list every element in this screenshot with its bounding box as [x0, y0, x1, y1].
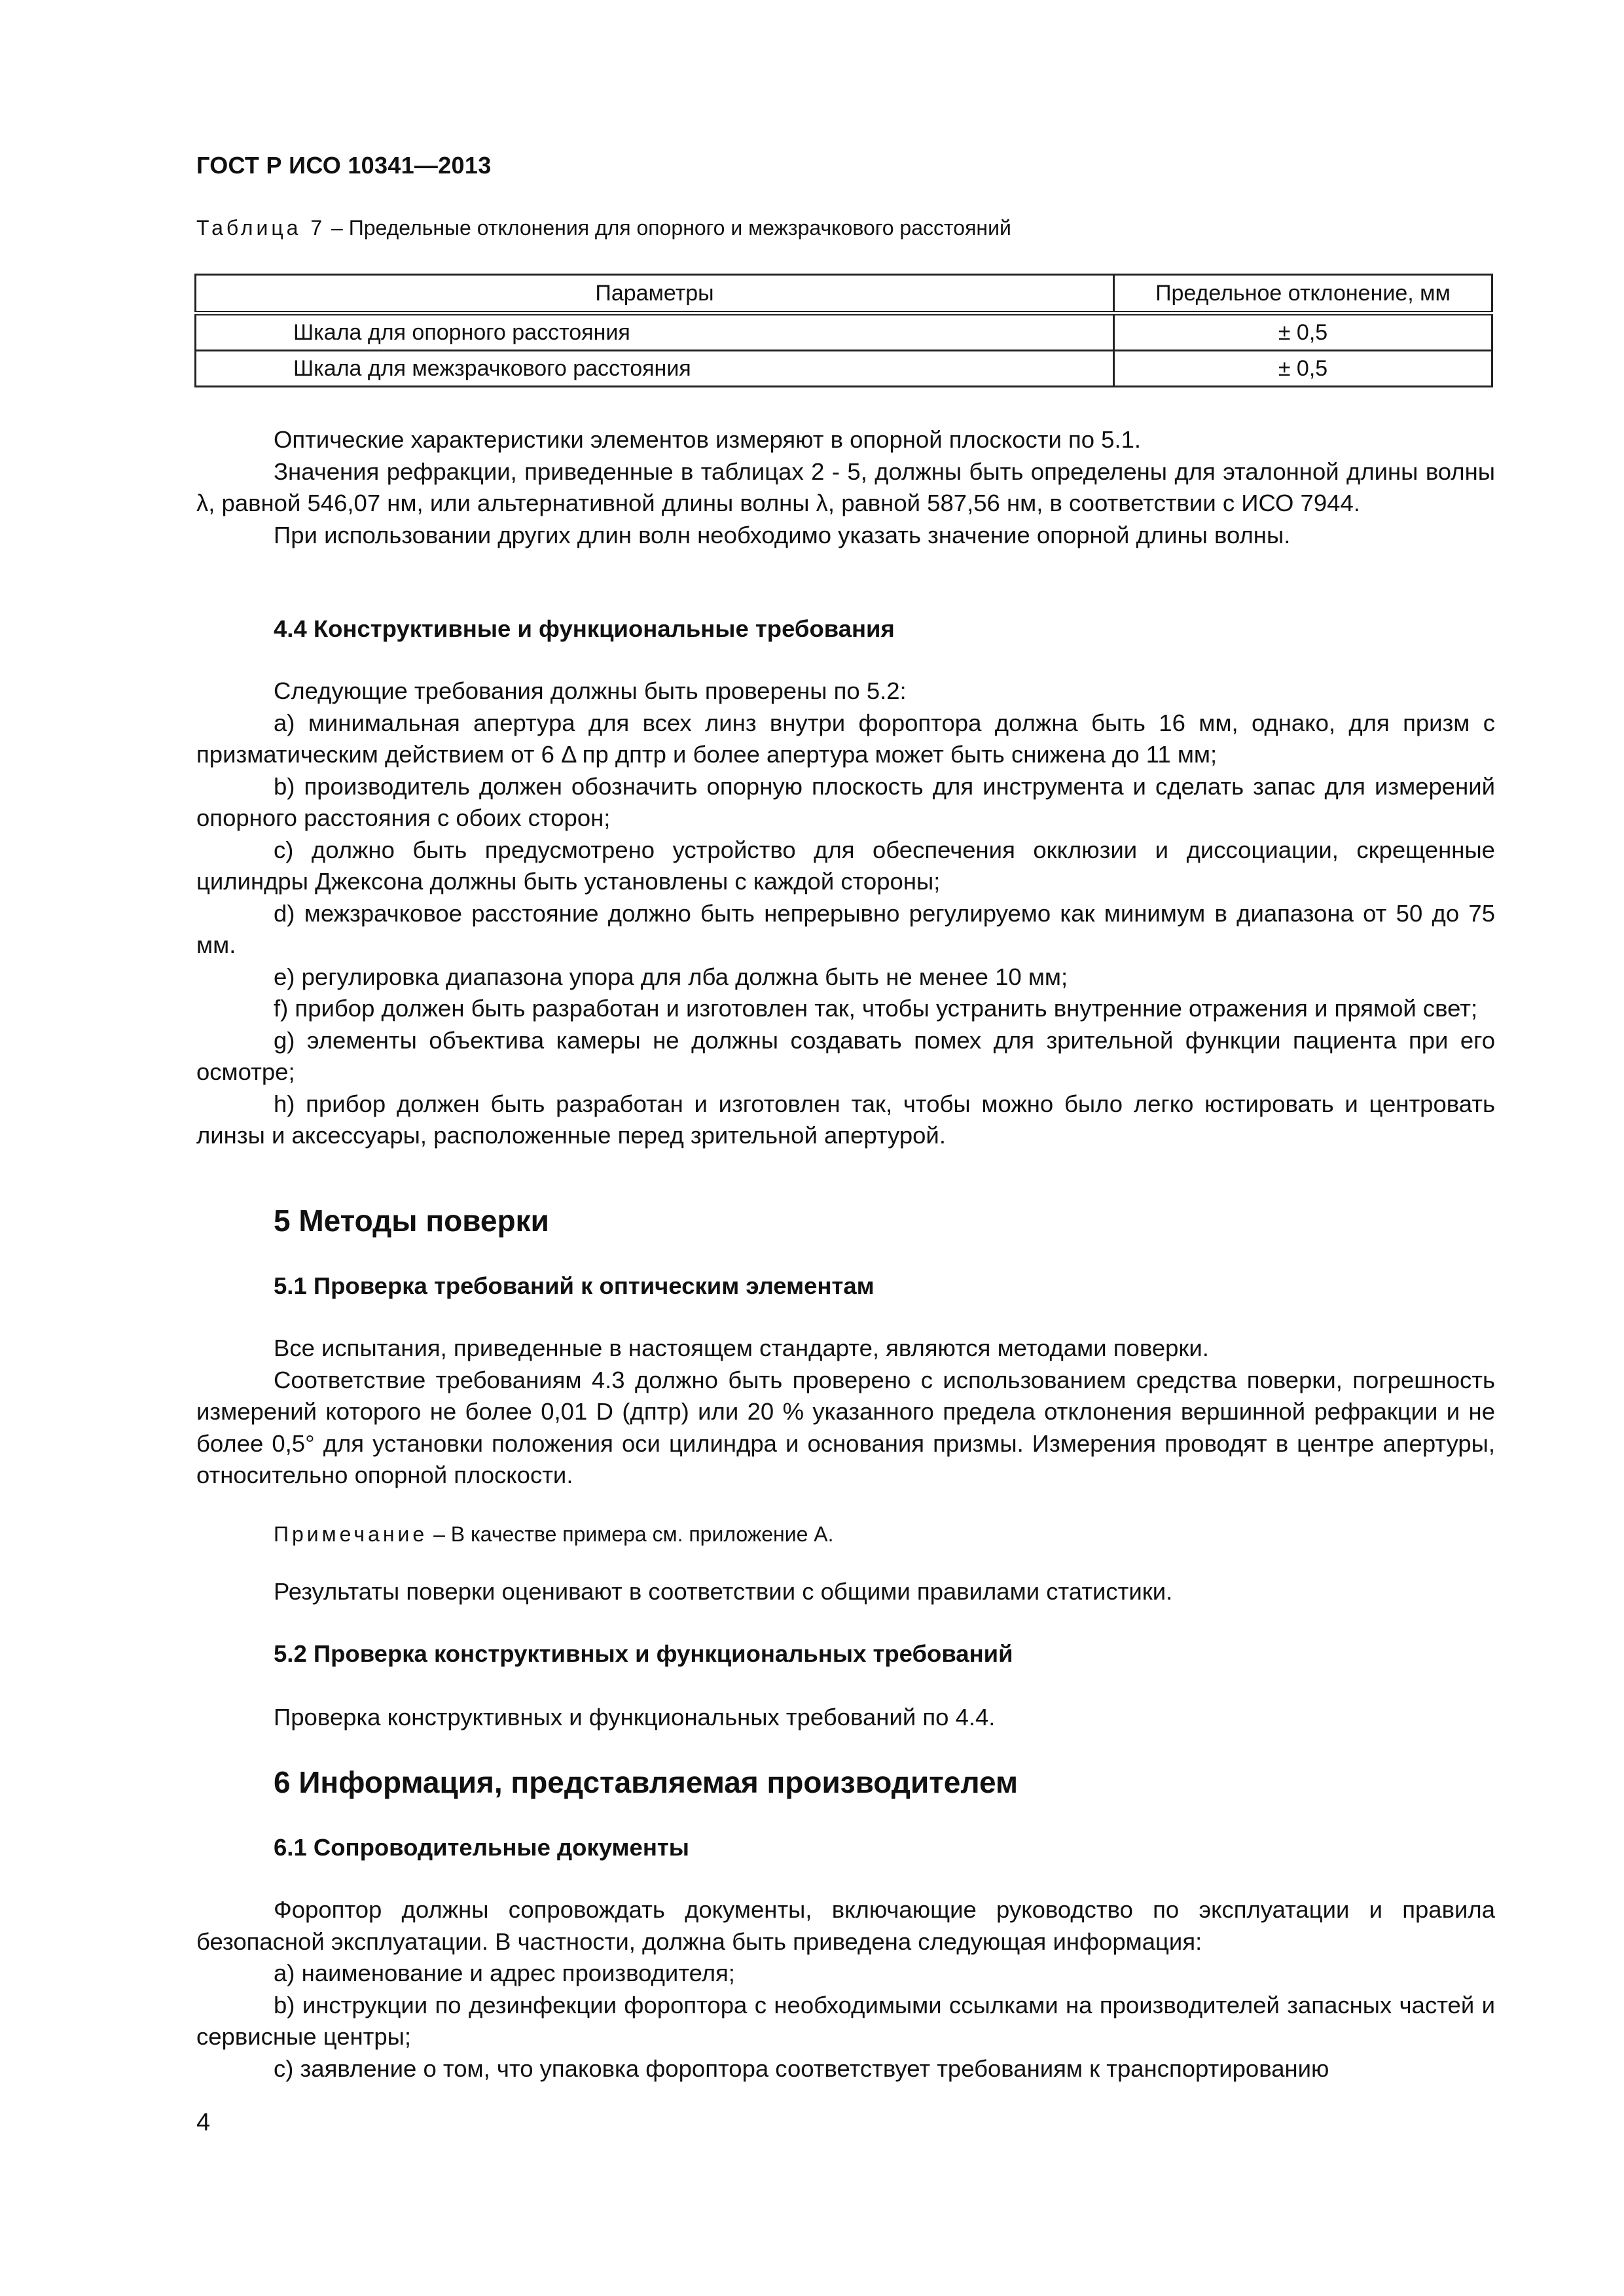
intro-block: [196, 424, 1495, 551]
note-text: – В качестве примера см. приложение А.: [427, 1522, 834, 1546]
column-header-deviation: Предельное отклонение, мм: [1114, 275, 1492, 314]
note: [196, 1522, 833, 1547]
table-row: [196, 314, 1492, 351]
paragraph: Фороптор должны сопровождать документы, включающие руководство по эксплуатации и правила безопасной эксплуатации. В частности, должна быть приведена следующая информация:: [196, 1896, 1495, 1955]
list-item: h) прибор должен быть разработан и изготовлен так, чтобы можно было легко юстировать и центровать линзы и аксессуары, расположенные перед зрительной апертурой.: [196, 1090, 1495, 1149]
standard-header: ГОСТ Р ИСО 10341—2013: [196, 152, 492, 179]
paragraph: Все испытания, приведенные в настоящем стандарте, являются методами поверки.: [274, 1335, 1209, 1361]
list-item: g) элементы объектива камеры не должны создавать помех для зрительной функции пациента при его осмотре;: [196, 1026, 1495, 1085]
table-cell-param: Шкала для опорного расстояния: [196, 314, 1114, 351]
list-item: b) производитель должен обозначить опорную плоскость для инструмента и сделать запас для измерений опорного расстояния с обоих сторон;: [196, 772, 1495, 831]
section-heading-5-1: 5.1 Проверка требований к оптическим элементам: [274, 1272, 875, 1299]
list-item: b) инструкции по дезинфекции фороптора с необходимыми ссылками на производителей запасных частей и сервисные центры;: [196, 1991, 1495, 2050]
paragraph: Следующие требования должны быть проверены по 5.2:: [274, 677, 907, 704]
section-heading-6-1: 6.1 Сопроводительные документы: [274, 1834, 689, 1861]
table-caption: [196, 216, 1011, 240]
table-cell-value: ± 0,5: [1114, 351, 1492, 387]
list-item: а) наименование и адрес производителя;: [274, 1960, 735, 1986]
paragraph: Результаты поверки оценивают в соответствии с общими правилами статистики.: [274, 1578, 1173, 1605]
paragraph: Соответствие требованиям 4.3 должно быть проверено с использованием средства поверки, погрешность измерений которого не более 0,01 D (дптр) или 20 % указанного предела отклонения вершинной рефракции и не более 0,5° для установки положения оси цилиндра и основания призмы. Измерения проводят в центре апертуры, относительно опорной плоскости.: [196, 1366, 1495, 1488]
paragraph: Проверка конструктивных и функциональных требований по 4.4.: [274, 1704, 996, 1731]
section-5-1-body: [196, 1333, 1495, 1492]
table-caption-label: Таблица 7: [196, 216, 326, 240]
page-number: 4: [196, 2109, 211, 2136]
section-6-1-body: [196, 1894, 1495, 2085]
list-item: f) прибор должен быть разработан и изготовлен так, чтобы устранить внутренние отражения и прямой свет;: [274, 995, 1478, 1022]
section-heading-5-2: 5.2 Проверка конструктивных и функциональных требований: [274, 1640, 1013, 1667]
section-heading-6: 6 Информация, представляемая производителем: [274, 1765, 1018, 1799]
list-item: c) заявление о том, что упаковка фороптора соответствует требованиям к транспортированию: [274, 2054, 1329, 2082]
table-header-row: [196, 275, 1492, 314]
list-item: е) регулировка диапазона упора для лба должна быть не менее 10 мм;: [274, 963, 1068, 990]
table-caption-text: – Предельные отклонения для опорного и межзрачкового расстояний: [325, 216, 1011, 240]
table-cell-param: Шкала для межзрачкового расстояния: [196, 351, 1114, 387]
section-5-2-body: [196, 1702, 1495, 1734]
paragraph: При использовании других длин волн необходимо указать значение опорной длины волны.: [274, 521, 1291, 548]
note-label: Примечание: [274, 1522, 428, 1546]
paragraph: Оптические характеристики элементов измеряют в опорной плоскости по 5.1.: [274, 426, 1142, 453]
deviation-table: [194, 274, 1493, 387]
paragraph: Значения рефракции, приведенные в таблицах 2 - 5, должны быть определены для эталонной длины волны λ, равной 546,07 нм, или альтернативной длины волны λ, равной 587,56 нм, в соответствии с ИСО 7944.: [196, 457, 1495, 516]
section-4-4-body: [196, 675, 1495, 1152]
table-row: [196, 351, 1492, 387]
section-heading-5: 5 Методы поверки: [274, 1204, 549, 1238]
list-item: c) должно быть предусмотрено устройство для обеспечения окклюзии и диссоциации, скрещенные цилиндры Джексона должны быть установлены с каждой стороны;: [196, 836, 1495, 895]
section-5-1-result: [196, 1576, 1495, 1608]
table-cell-value: ± 0,5: [1114, 314, 1492, 351]
column-header-parameters: Параметры: [196, 275, 1114, 314]
list-item: а) минимальная апертура для всех линз внутри фороптора должна быть 16 мм, однако, для призм с призматическим действием от 6 Δ пр дптр и более апертура может быть снижена до 11 мм;: [196, 709, 1495, 768]
section-heading-4-4: 4.4 Конструктивные и функциональные требования: [274, 615, 895, 642]
list-item: d) межзрачковое расстояние должно быть непрерывно регулируемо как минимум в диапазона от 50 до 75 мм.: [196, 899, 1495, 958]
